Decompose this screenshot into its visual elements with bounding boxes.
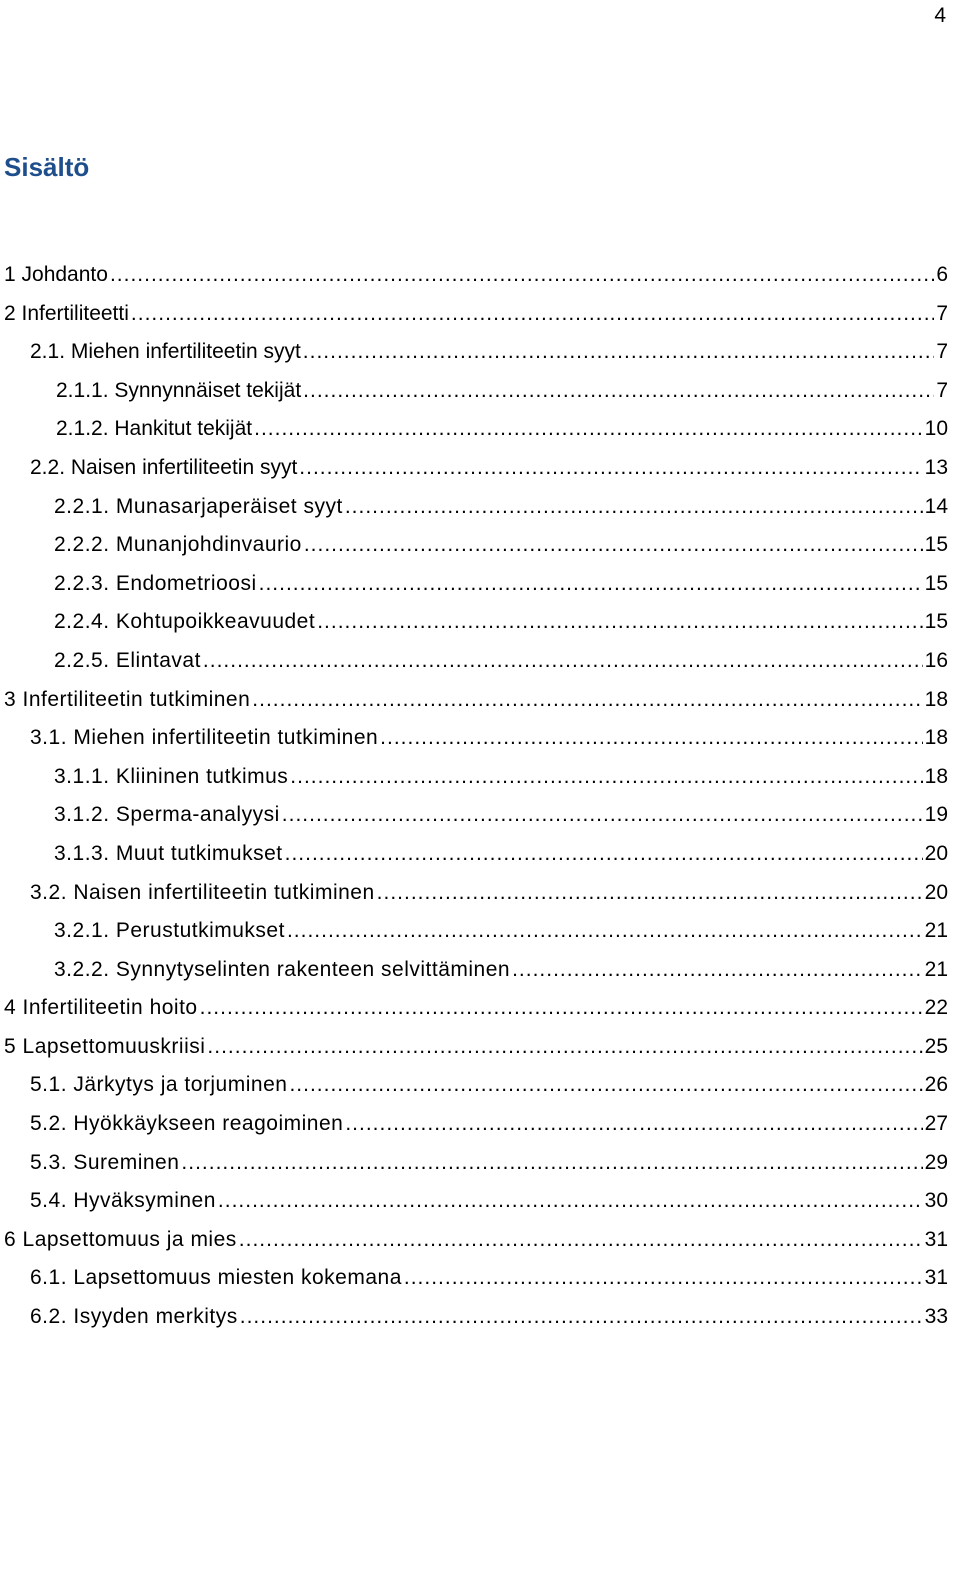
toc-entry-label: 6.1. Lapsettomuus miesten kokemana [30, 1266, 402, 1290]
toc-entry-page-number: 15 [924, 533, 948, 557]
toc-entry[interactable] [0, 565, 948, 604]
toc-dot-leader [317, 603, 922, 642]
toc-dot-leader [345, 488, 923, 527]
toc-entry-page-number: 30 [924, 1189, 948, 1213]
toc-dot-leader [512, 951, 923, 990]
toc-entry-label: 3.1.2. Sperma-analyysi [54, 803, 280, 827]
toc-entry-page-number: 15 [924, 610, 948, 634]
toc-entry-page-number: 20 [924, 841, 948, 865]
toc-entry[interactable] [0, 1182, 948, 1221]
toc-entry[interactable] [0, 410, 948, 449]
toc-entry-label: 1 Johdanto [4, 263, 108, 286]
toc-entry[interactable] [0, 449, 948, 488]
toc-entry[interactable] [0, 603, 948, 642]
toc-entry[interactable] [0, 295, 948, 334]
toc-dot-leader [218, 1182, 923, 1221]
toc-entry-page-number: 6 [936, 263, 948, 286]
toc-entry[interactable] [0, 758, 948, 797]
toc-dot-leader [240, 1298, 923, 1337]
toc-entry[interactable] [0, 912, 948, 951]
toc-title: Sisältö [4, 152, 90, 182]
toc-entry[interactable] [0, 372, 948, 411]
toc-entry-page-number: 26 [924, 1073, 948, 1097]
toc-dot-leader [377, 874, 923, 913]
toc-entry-page-number: 10 [924, 417, 948, 441]
toc-entry-label: 2.2.5. Elintavat [54, 648, 201, 672]
toc-dot-leader [239, 1221, 923, 1260]
toc-dot-leader [252, 681, 922, 720]
toc-entry-label: 5.4. Hyväksyminen [30, 1189, 216, 1213]
toc-entry-label: 5.1. Järkytys ja torjuminen [30, 1073, 288, 1097]
toc-entry-page-number: 18 [924, 726, 948, 750]
toc-entry-page-number: 18 [924, 764, 948, 788]
toc-entry-page-number: 18 [924, 687, 948, 711]
toc-dot-leader [110, 256, 934, 295]
toc-entry-label: 2.2. Naisen infertiliteetin syyt [30, 455, 298, 479]
toc-entry-page-number: 22 [924, 996, 948, 1020]
toc-entry-page-number: 15 [924, 571, 948, 595]
toc-entry[interactable] [0, 488, 948, 527]
toc-entry[interactable] [0, 256, 948, 295]
toc-entry[interactable] [0, 1221, 948, 1260]
toc-entry[interactable] [0, 835, 948, 874]
toc-entry[interactable] [0, 1259, 948, 1298]
toc-dot-leader [259, 565, 923, 604]
table-of-contents [0, 256, 948, 1337]
toc-entry[interactable] [0, 1066, 948, 1105]
toc-entry[interactable] [0, 1105, 948, 1144]
toc-entry[interactable] [0, 951, 948, 990]
toc-entry[interactable] [0, 1298, 948, 1337]
toc-entry-page-number: 7 [936, 301, 948, 325]
toc-entry-page-number: 29 [924, 1150, 948, 1174]
toc-entry-label: 2.1. Miehen infertiliteetin syyt [30, 340, 301, 364]
toc-entry-page-number: 19 [924, 803, 948, 827]
toc-dot-leader [304, 526, 923, 565]
toc-entry-page-number: 13 [924, 455, 948, 479]
toc-entry[interactable] [0, 719, 948, 758]
toc-entry-page-number: 14 [924, 494, 948, 518]
toc-entry[interactable] [0, 1028, 948, 1067]
toc-entry[interactable] [0, 989, 948, 1028]
toc-entry[interactable] [0, 681, 948, 720]
toc-entry-label: 3.1.3. Muut tutkimukset [54, 841, 283, 865]
toc-entry-page-number: 7 [936, 378, 948, 402]
toc-dot-leader [203, 642, 923, 681]
toc-entry-label: 6 Lapsettomuus ja mies [4, 1227, 237, 1251]
toc-entry-label: 3.1. Miehen infertiliteetin tutkiminen [30, 726, 379, 750]
toc-entry-label: 2.2.1. Munasarjaperäiset syyt [54, 494, 343, 518]
toc-dot-leader [131, 295, 934, 334]
toc-dot-leader [380, 719, 922, 758]
toc-entry-label: 3.1.1. Kliininen tutkimus [54, 764, 289, 788]
toc-dot-leader [254, 410, 923, 449]
toc-entry-label: 3.2.1. Perustutkimukset [54, 919, 285, 943]
toc-dot-leader [207, 1028, 922, 1067]
toc-entry-page-number: 31 [924, 1266, 948, 1290]
toc-entry-label: 3.2. Naisen infertiliteetin tutkiminen [30, 880, 375, 904]
toc-dot-leader [181, 1144, 922, 1183]
toc-entry-label: 2.1.1. Synnynnäiset tekijät [56, 378, 302, 402]
toc-entry-label: 2.2.2. Munanjohdinvaurio [54, 533, 302, 557]
toc-entry-label: 2 Infertiliteetti [4, 301, 129, 325]
toc-dot-leader [290, 758, 922, 797]
toc-dot-leader [299, 449, 922, 488]
toc-dot-leader [287, 912, 923, 951]
toc-entry-label: 3.2.2. Synnytyselinten rakenteen selvittäminen [54, 957, 511, 981]
toc-entry-label: 3 Infertiliteetin tutkiminen [4, 687, 251, 711]
toc-entry-page-number: 20 [924, 880, 948, 904]
toc-entry-label: 2.2.3. Endometrioosi [54, 571, 257, 595]
toc-entry[interactable] [0, 526, 948, 565]
toc-entry-page-number: 21 [924, 957, 948, 981]
toc-entry-page-number: 27 [924, 1112, 948, 1136]
toc-entry-label: 6.2. Isyyden merkitys [30, 1305, 238, 1329]
toc-dot-leader [289, 1066, 922, 1105]
toc-dot-leader [282, 796, 923, 835]
page-number: 4 [934, 4, 946, 27]
toc-entry[interactable] [0, 333, 948, 372]
toc-entry[interactable] [0, 642, 948, 681]
toc-entry-page-number: 33 [924, 1305, 948, 1329]
toc-dot-leader [200, 989, 923, 1028]
toc-entry[interactable] [0, 874, 948, 913]
toc-dot-leader [303, 372, 934, 411]
toc-entry[interactable] [0, 796, 948, 835]
toc-entry-label: 5 Lapsettomuuskriisi [4, 1034, 206, 1058]
toc-dot-leader [303, 333, 935, 372]
toc-entry[interactable] [0, 1144, 948, 1183]
toc-entry-page-number: 16 [924, 648, 948, 672]
toc-entry-page-number: 25 [924, 1034, 948, 1058]
toc-entry-page-number: 7 [936, 340, 948, 364]
toc-entry-page-number: 31 [924, 1227, 948, 1251]
toc-entry-label: 5.3. Sureminen [30, 1150, 180, 1174]
toc-dot-leader [345, 1105, 922, 1144]
toc-dot-leader [285, 835, 923, 874]
toc-entry-label: 4 Infertiliteetin hoito [4, 996, 198, 1020]
toc-entry-page-number: 21 [924, 919, 948, 943]
toc-entry-label: 2.1.2. Hankitut tekijät [56, 417, 253, 441]
toc-dot-leader [404, 1259, 923, 1298]
toc-entry-label: 2.2.4. Kohtupoikkeavuudet [54, 610, 316, 634]
toc-entry-label: 5.2. Hyökkäykseen reagoiminen [30, 1112, 344, 1136]
